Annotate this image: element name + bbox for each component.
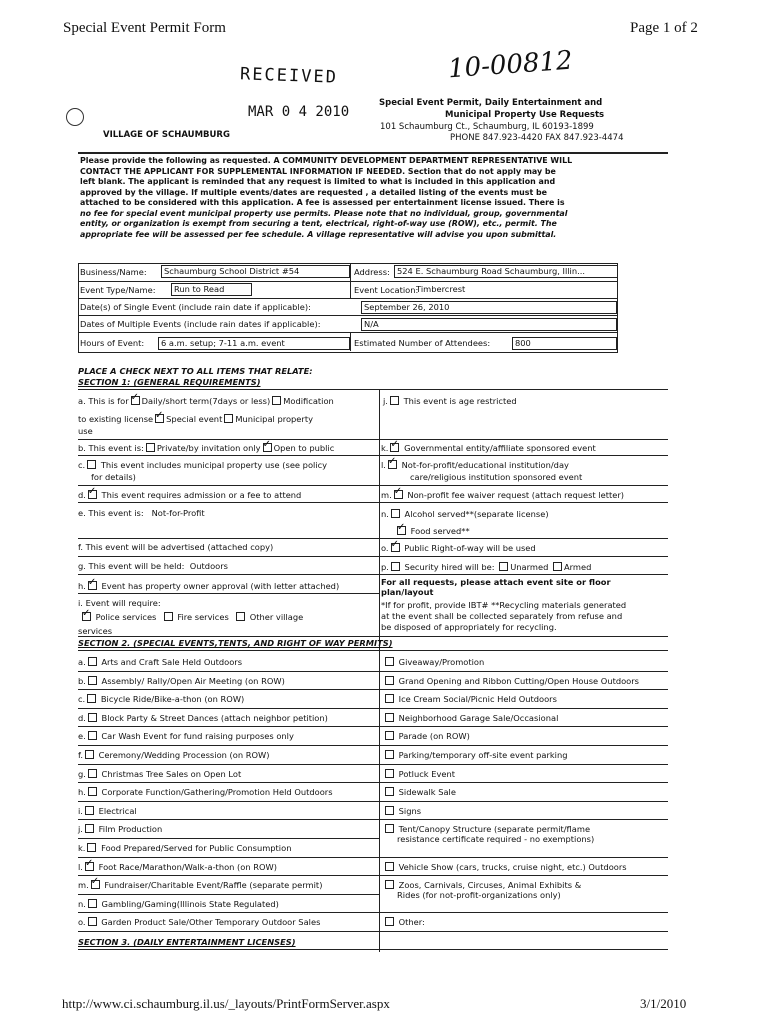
checkbox-fee-waiver[interactable]	[394, 490, 403, 499]
page-number: Page 1 of 2	[630, 20, 698, 36]
hours-field[interactable]: 6 a.m. setup; 7-11 a.m. event	[158, 337, 350, 350]
checkbox-s2-left[interactable]	[88, 917, 97, 926]
s1-item-a: a. This is for✓ Daily/short term(7days or less) Modification	[78, 396, 334, 406]
recycling-note: *If for profit, provide IBT# **Recycling materials generated at the event shall be collected separately from refuse and be disposed of appropriately for recycling.	[381, 600, 627, 632]
multiple-events-label: Dates of Multiple Events (include rain dates if applicable):	[80, 319, 321, 329]
checkbox-s2-left[interactable]	[88, 676, 97, 685]
address-label: Address:	[354, 267, 390, 277]
s2-right-item: Sidewalk Sale	[383, 787, 456, 797]
checkbox-s2-left[interactable]	[91, 880, 100, 889]
s2-right-item: Other:	[383, 917, 425, 927]
checkbox-security[interactable]	[391, 562, 400, 571]
s1-item-e: e. This event is: Not-for-Profit	[78, 508, 205, 518]
attendees-label: Estimated Number of Attendees:	[354, 338, 491, 348]
checkbox-s2-right[interactable]	[385, 676, 394, 685]
single-event-label: Date(s) of Single Event (include rain date if applicable):	[80, 302, 311, 312]
checkbox-s2-right[interactable]	[385, 806, 394, 815]
s2-left-item: j. Film Production	[78, 824, 163, 835]
s1-item-j: j. This event is age restricted	[383, 396, 517, 406]
s1-item-l: l.✓ Not-for-profit/educational institution/day	[381, 460, 569, 470]
office-line-4: PHONE 847.923-4420 FAX 847.923-4474	[450, 133, 624, 143]
checkbox-s2-right[interactable]	[385, 694, 394, 703]
s2-right-item: Parade (on ROW)	[383, 731, 470, 741]
s2-right-item: Grand Opening and Ribbon Cutting/Open House Outdoors	[383, 676, 639, 686]
checkbox-s2-left[interactable]	[88, 731, 97, 740]
checkbox-s2-right[interactable]	[385, 731, 394, 740]
event-location-field[interactable]: Timbercrest	[416, 284, 466, 294]
checkbox-s2-left[interactable]	[87, 694, 96, 703]
s2-left-item: d. Block Party & Street Dances (attach neighbor petition)	[78, 712, 328, 723]
s2-right-item: Neighborhood Garage Sale/Occasional	[383, 713, 558, 723]
address-field[interactable]: 524 E. Schaumburg Road Schaumburg, Illin...	[394, 265, 618, 278]
checkbox-age-restricted[interactable]	[390, 396, 399, 405]
checkbox-s2-left[interactable]	[85, 824, 94, 833]
hours-label: Hours of Event:	[80, 338, 145, 348]
s2-left-item: n. Gambling/Gaming(Illinois State Regulated)	[78, 898, 279, 909]
checkbox-food-served[interactable]	[397, 526, 406, 535]
checkbox-police[interactable]	[82, 612, 91, 621]
checkbox-s2-right[interactable]	[385, 750, 394, 759]
checkbox-s2-right[interactable]	[385, 769, 394, 778]
village-name: VILLAGE OF SCHAUMBURG	[103, 130, 230, 140]
checkbox-s2-right[interactable]	[385, 657, 394, 666]
s2-left-item: g. Christmas Tree Sales on Open Lot	[78, 768, 242, 779]
s1-item-h: h.✓ Event has property owner approval (with letter attached)	[78, 581, 339, 591]
office-line-1: Special Event Permit, Daily Entertainment and	[379, 98, 603, 108]
s2-left-item: m.✓ Fundraiser/Charitable Event/Raffle (separate permit)	[78, 880, 322, 890]
s2-right-item: Parking/temporary off-site event parking	[383, 750, 568, 760]
handwritten-permit-number: 10-00812	[447, 45, 574, 85]
multiple-events-field[interactable]: N/A	[361, 318, 617, 331]
s2-right-item: Ice Cream Social/Picnic Held Outdoors	[383, 694, 557, 704]
footer-url[interactable]: http://www.ci.schaumburg.il.us/_layouts/PrintFormServer.aspx	[62, 996, 390, 1011]
checkbox-s2-left[interactable]	[88, 769, 97, 778]
single-event-date-field[interactable]: September 26, 2010	[361, 301, 617, 314]
checkbox-owner-approval[interactable]	[88, 581, 97, 590]
checkbox-fire[interactable]	[164, 612, 173, 621]
village-seal-icon	[66, 108, 84, 126]
s2-left-item: f. Ceremony/Wedding Procession (on ROW)	[78, 750, 270, 760]
s1-item-f: f. This event will be advertised (attached copy)	[78, 542, 274, 552]
checkbox-s2-left[interactable]	[88, 899, 97, 908]
checkbox-s2-left[interactable]	[85, 862, 94, 871]
event-type-label: Event Type/Name:	[80, 285, 156, 295]
s1-item-k: k.✓ Governmental entity/affiliate sponsored event	[381, 443, 596, 453]
received-date-stamp: MAR 0 4 2010	[248, 104, 350, 120]
s2-left-item: l.✓ Foot Race/Marathon/Walk-a-thon (on ROW)	[78, 862, 277, 872]
checkbox-unarmed[interactable]	[499, 562, 508, 571]
checkbox-s2-left[interactable]	[88, 787, 97, 796]
checkbox-s2-right[interactable]	[385, 862, 394, 871]
s1-item-d: d.✓ This event requires admission or a fee to attend	[78, 490, 301, 500]
check-heading: PLACE A CHECK NEXT TO ALL ITEMS THAT RELATE:	[78, 366, 313, 376]
s2-left-item: o. Garden Product Sale/Other Temporary Outdoor Sales	[78, 917, 321, 928]
attendees-field[interactable]: 800	[512, 337, 617, 350]
s1-item-m: m.✓ Non-profit fee waiver request (attach request letter)	[381, 490, 624, 500]
checkbox-s2-left[interactable]	[87, 843, 96, 852]
s1-item-i: i. Event will require:	[78, 598, 161, 608]
s2-left-item: i. Electrical	[78, 805, 137, 816]
s2-left-item: b. Assembly/ Rally/Open Air Meeting (on ROW)	[78, 675, 285, 686]
checkbox-s2-left[interactable]	[85, 750, 94, 759]
checkbox-governmental[interactable]	[390, 443, 399, 452]
s1-item-p: p. Security hired will be: Unarmed Armed	[381, 562, 592, 572]
checkbox-s2-right[interactable]	[385, 713, 394, 722]
s2-right-item: Zoos, Carnivals, Circuses, Animal Exhibits & Rides (for not-profit-organizations only)	[383, 880, 581, 900]
s2-left-item: a. Arts and Craft Sale Held Outdoors	[78, 657, 243, 667]
intro-paragraph: Please provide the following as requested. A COMMUNITY DEVELOPMENT DEPARTMENT REPRESENTATIVE WILL CONTACT THE APPLICANT FOR SUPPLEMENTAL INFORMATION IF NEEDED. Section that do not apply may be left blank. The applicant is reminded that any request is limited to what is included in this application and approved by the village. If multiple events/dates are requested , a detailed listing of the events must be attached to be considered with this application. A fee is assessed per entertainment license issued. There is no fee for special event municipal property use permits. Please note that no individual, group, governmental entity, or organization is exempt from securing a tent, electrical, right-of-way use (ROW), etc., permit. The appropriate fee will be assessed per fee schedule. A village representative will advise you upon submittal.	[80, 156, 573, 239]
s2-right-item: Signs	[383, 806, 421, 816]
section-1-heading: SECTION 1: (GENERAL REQUIREMENTS)	[78, 377, 261, 387]
checkbox-s2-left[interactable]	[85, 806, 94, 815]
checkbox-s2-right[interactable]	[385, 824, 394, 833]
checkbox-right-of-way[interactable]	[391, 543, 400, 552]
section-2-heading: SECTION 2. (SPECIAL EVENTS,TENTS, AND RIGHT OF WAY PERMITS)	[78, 638, 393, 648]
checkbox-other-village[interactable]	[236, 612, 245, 621]
office-line-3: 101 Schaumburg Ct., Schaumburg, IL 60193-1899	[380, 122, 594, 132]
checkbox-s2-left[interactable]	[88, 657, 97, 666]
s2-right-item: Potluck Event	[383, 769, 455, 779]
business-name-field[interactable]: Schaumburg School District #54	[161, 265, 350, 278]
s2-left-item: e. Car Wash Event for fund raising purposes only	[78, 731, 294, 742]
checkbox-municipal-use[interactable]	[87, 460, 96, 469]
s2-left-item: k. Food Prepared/Served for Public Consumption	[78, 843, 292, 853]
checkbox-s2-right[interactable]	[385, 917, 394, 926]
checkbox-daily[interactable]	[131, 396, 140, 405]
s2-right-item: Tent/Canopy Structure (separate permit/flame resistance certificate required - no exemptions)	[383, 824, 594, 844]
checkbox-special-event[interactable]	[155, 414, 164, 423]
checkbox-modification[interactable]	[272, 396, 281, 405]
footer-date: 3/1/2010	[640, 996, 687, 1011]
s1-item-n: n. Alcohol served**(separate license)	[381, 509, 549, 519]
page-header-title: Special Event Permit Form	[63, 20, 226, 36]
s2-right-item: Giveaway/Promotion	[383, 657, 484, 667]
s2-left-item: h. Corporate Function/Gathering/Promotion Held Outdoors	[78, 787, 333, 798]
event-location-label: Event Location:	[354, 285, 419, 295]
checkbox-armed[interactable]	[553, 562, 562, 571]
checkbox-s2-right[interactable]	[385, 880, 394, 889]
section-3-heading: SECTION 3. (DAILY ENTERTAINMENT LICENSES)	[78, 937, 296, 947]
checkbox-not-for-profit[interactable]	[388, 460, 397, 469]
s1-item-b: b. This event is: Private/by invitation only✓ Open to public	[78, 443, 334, 453]
s2-right-item: Vehicle Show (cars, trucks, cruise night, etc.) Outdoors	[383, 862, 627, 872]
s1-item-c: c. This event includes municipal property use (see policy	[78, 460, 328, 470]
office-line-2: Municipal Property Use Requests	[445, 110, 605, 120]
s2-left-item: c. Bicycle Ride/Bike-a-thon (on ROW)	[78, 694, 245, 705]
s1-item-g: g. This event will be held: Outdoors	[78, 561, 228, 571]
checkbox-s2-left[interactable]	[88, 713, 97, 722]
checkbox-alcohol[interactable]	[391, 509, 400, 518]
s1-item-o: o.✓ Public Right-of-way will be used	[381, 543, 536, 553]
checkbox-private[interactable]	[146, 443, 155, 452]
checkbox-municipal-property[interactable]	[224, 414, 233, 423]
event-type-field[interactable]: Run to Read	[171, 283, 252, 296]
business-label: Business/Name:	[80, 267, 147, 277]
checkbox-admission[interactable]	[88, 490, 97, 499]
site-plan-note: For all requests, please attach event site or floor plan/layout	[381, 577, 611, 597]
received-stamp: RECEIVED	[239, 64, 339, 88]
checkbox-open-public[interactable]	[263, 443, 272, 452]
checkbox-s2-right[interactable]	[385, 787, 394, 796]
